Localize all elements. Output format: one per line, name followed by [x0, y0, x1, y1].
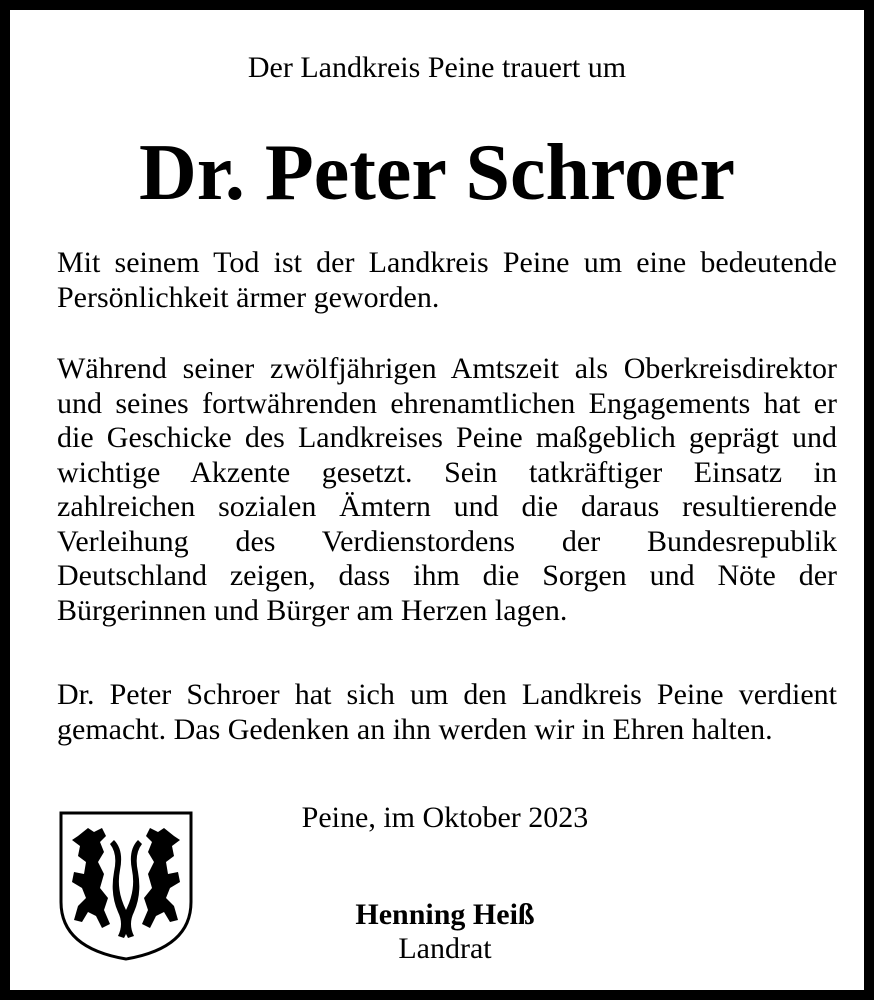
- paragraph-3: Dr. Peter Schroer hat sich um den Landkreis Peine verdient gemacht. Das Gedenken an ihn werden wir in Ehren halten.: [57, 678, 837, 746]
- signer-title: Landrat: [398, 932, 492, 965]
- signature-block: [250, 898, 640, 966]
- paragraph-2: Während seiner zwölfjährigen Amtszeit als Oberkreisdirektor und seines fortwährenden ehrenamtlichen Engagements hat er die Geschicke des Landkreises Peine maßgeblich geprägt und wichtige Akzente gesetzt. Sein tatkräftiger Einsatz in zahlreichen sozialen Ämtern und die daraus resultierende Verleihung des Verdienstordens der Bundesrepublik Deutschland zeigen, dass ihm die Sorgen und Nöte der Bürgerinnen und Bürger am Herzen lagen.: [57, 352, 837, 627]
- place-and-date: Peine, im Oktober 2023: [301, 801, 589, 834]
- paragraph-1: Mit seinem Tod ist der Landkreis Peine um eine bedeutende Persönlichkeit ärmer geworden.: [57, 246, 837, 314]
- signer-name: Henning Heiß: [355, 898, 535, 931]
- deceased-name: Dr. Peter Schroer: [138, 129, 736, 217]
- coat-of-arms-icon: [58, 810, 194, 962]
- intro-line: Der Landkreis Peine trauert um: [247, 51, 627, 84]
